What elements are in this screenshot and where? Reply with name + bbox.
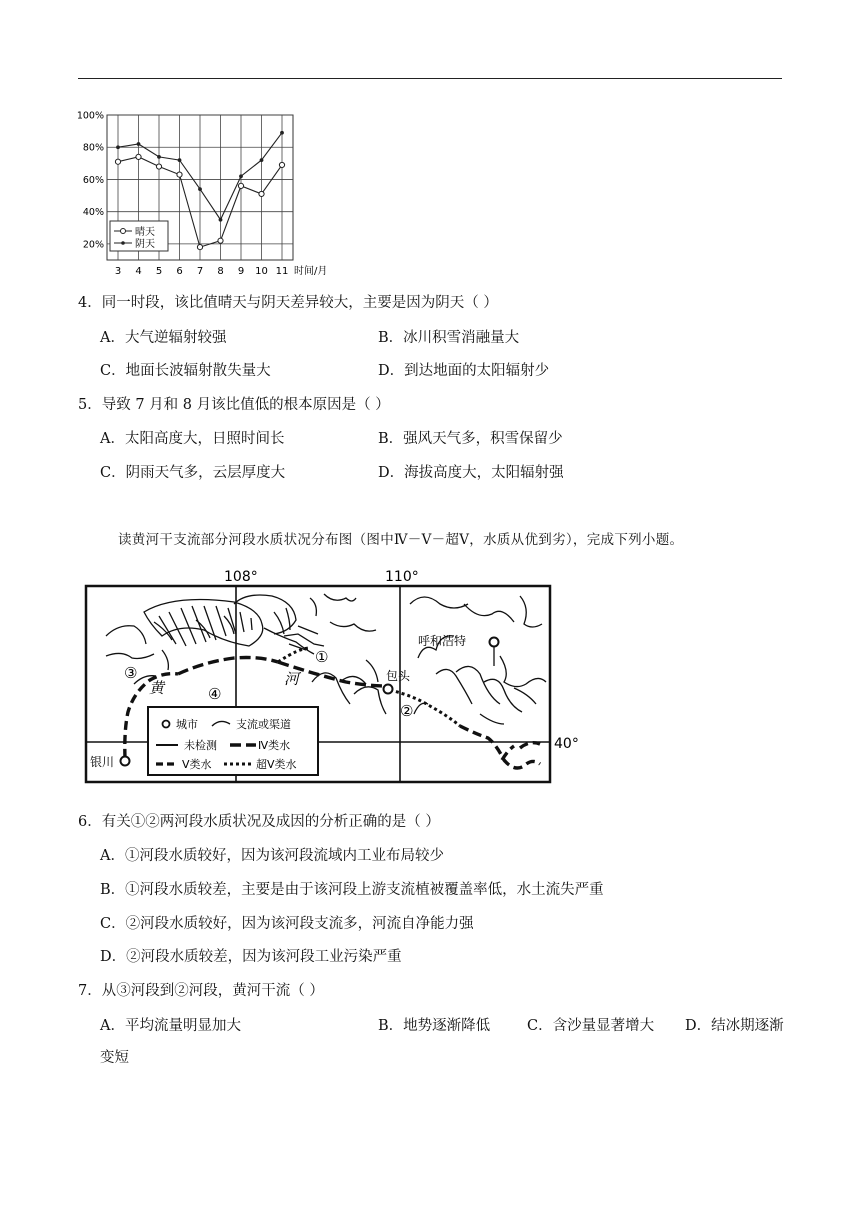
q6-option-d[interactable]: D．②河段水质较差，因为该河段工业污染严重 [100, 949, 402, 965]
legend-hollow-marker [121, 229, 126, 234]
lat-label-40: 40° [554, 736, 579, 752]
chart-legend [110, 221, 168, 251]
legend-city: 城市 [176, 718, 198, 731]
x-tick-label: 10 [255, 266, 268, 277]
point-sunny [136, 154, 141, 159]
point-cloudy [116, 145, 120, 149]
q7-option-b[interactable]: B．地势逐渐降低 [378, 1018, 491, 1034]
point-cloudy [198, 187, 202, 191]
q6-stem: 6．有关①②两河段水质状况及成因的分析正确的是（ ） [78, 814, 440, 830]
y-tick-labels [77, 111, 104, 251]
header-rule [78, 78, 782, 79]
q5-stem: 5．导致 7 月和 8 月该比值低的根本原因是（ ） [78, 397, 390, 413]
point-sunny [177, 172, 182, 177]
point-sunny [115, 159, 120, 164]
marker-3: ③ [124, 664, 138, 682]
map-legend [148, 707, 318, 775]
legend-label-cloudy: 阴天 [135, 239, 155, 250]
q7-stem: 7．从③河段到②河段，黄河干流（ ） [78, 983, 324, 999]
legend-class4: Ⅳ类水 [258, 739, 291, 752]
q5-option-b[interactable]: B．强风天气多，积雪保留少 [378, 431, 563, 447]
x-axis-label: 时间/月 [294, 266, 328, 277]
x-tick-labels [115, 266, 289, 277]
point-cloudy [178, 158, 182, 162]
river-label-he: 河 [284, 670, 300, 688]
q7-option-c[interactable]: C．含沙量显著增大 [527, 1018, 655, 1034]
q7-option-d[interactable]: D．结冰期逐渐 [685, 1018, 784, 1034]
point-cloudy [137, 142, 141, 146]
map-intro: 读黄河干支流部分河段水质状况分布图（图中Ⅳ－Ⅴ－超Ⅴ，水质从优到劣），完成下列小题。 [118, 532, 684, 548]
x-tick-label: 11 [275, 266, 289, 277]
river-label-huang: 黄 [149, 679, 165, 697]
marker-4: ④ [208, 685, 222, 703]
city-hohhot-marker [490, 638, 499, 647]
y-tick-label: 100% [76, 110, 104, 122]
point-sunny [197, 245, 202, 250]
point-cloudy [260, 158, 264, 162]
q7-option-a[interactable]: A．平均流量明显加大 [100, 1018, 241, 1034]
x-tick-label: 3 [114, 266, 122, 277]
point-sunny [279, 162, 284, 167]
q4-option-d[interactable]: D．到达地面的太阳辐射少 [378, 363, 550, 379]
q4-option-a[interactable]: A．大气逆辐射较强 [100, 330, 227, 346]
legend-untested: 未检测 [184, 739, 217, 752]
city-yinchuan-marker [121, 757, 130, 766]
lon-label-110: 110° [385, 569, 419, 585]
legend-dot-marker [121, 241, 125, 245]
point-sunny [156, 164, 161, 169]
x-tick-label: 8 [217, 266, 224, 277]
q7-option-d-continued: 变短 [100, 1050, 129, 1066]
q5-option-a[interactable]: A．太阳高度大，日照时间长 [100, 431, 285, 447]
point-cloudy [239, 174, 243, 178]
lon-label-108: 108° [224, 569, 258, 585]
q4-stem: 4．同一时段，该比值晴天与阴天差异较大，主要是因为阴天（ ） [78, 295, 498, 311]
city-baotou-label: 包头 [386, 669, 411, 683]
q4-option-c[interactable]: C．地面长波辐射散失量大 [100, 363, 271, 379]
x-tick-label: 9 [237, 266, 245, 277]
q6-option-c[interactable]: C．②河段水质较好，因为该河段支流多，河流自净能力强 [100, 916, 474, 932]
point-cloudy [280, 131, 284, 135]
y-tick-label: 80% [82, 142, 104, 154]
x-tick-label: 5 [155, 266, 163, 277]
yellow-river-water-quality-map [84, 564, 584, 786]
q6-option-a[interactable]: A．①河段水质较好，因为该河段流域内工业布局较少 [100, 848, 444, 864]
legend-class5: Ⅴ类水 [182, 758, 212, 771]
y-tick-label: 40% [82, 207, 104, 219]
legend-tributary: 支流或渠道 [236, 718, 291, 731]
point-sunny [238, 183, 243, 188]
x-tick-label: 6 [176, 266, 183, 277]
marker-2: ② [400, 702, 414, 720]
point-cloudy [157, 155, 161, 159]
legend-beyond5: 超Ⅴ类水 [256, 758, 297, 771]
point-sunny [259, 191, 264, 196]
marker-1: ① [315, 648, 329, 666]
y-tick-label: 60% [82, 174, 104, 186]
x-tick-label: 7 [196, 266, 204, 277]
x-tick-label: 4 [135, 266, 142, 277]
point-sunny [218, 238, 223, 243]
city-baotou-marker [384, 685, 393, 694]
ratio-line-chart [70, 100, 340, 280]
q6-option-b[interactable]: B．①河段水质较差，主要是由于该河段上游支流植被覆盖率低，水土流失严重 [100, 882, 604, 898]
q4-option-b[interactable]: B．冰川积雪消融量大 [378, 330, 520, 346]
city-hohhot-label: 呼和浩特 [418, 634, 467, 648]
legend-label-sunny: 晴天 [135, 227, 155, 238]
q5-option-c[interactable]: C．阴雨天气多，云层厚度大 [100, 465, 286, 481]
q5-option-d[interactable]: D．海拔高度大，太阳辐射强 [378, 465, 564, 481]
city-yinchuan-label: 银川 [90, 755, 115, 769]
point-cloudy [219, 218, 223, 222]
y-tick-label: 20% [82, 239, 104, 251]
